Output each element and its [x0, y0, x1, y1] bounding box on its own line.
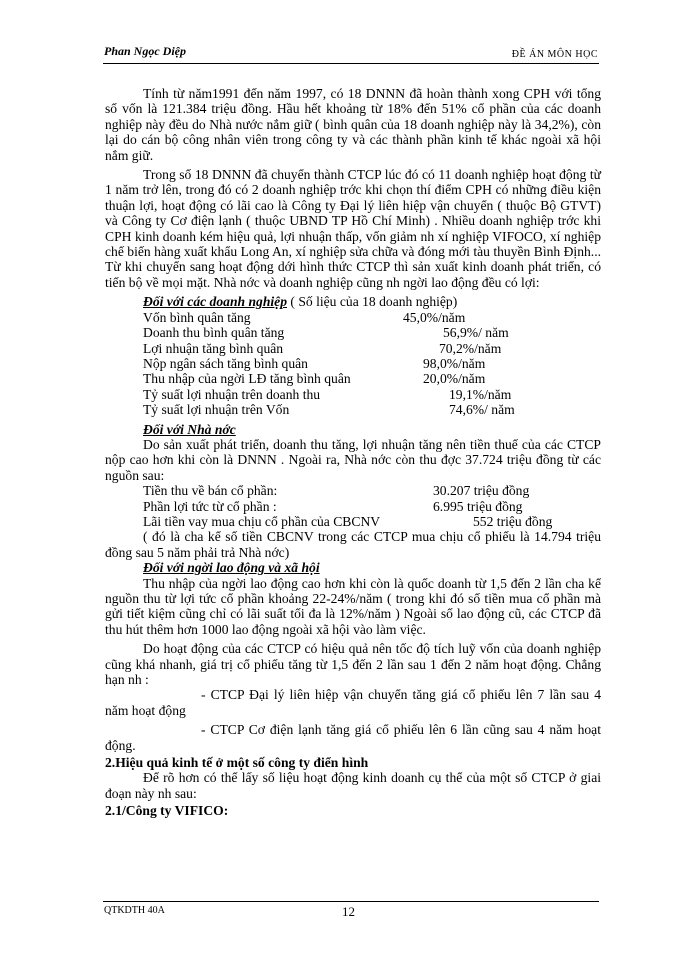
page-number: 12 — [342, 904, 355, 919]
section-enterprise-heading — [143, 294, 601, 309]
revenue-value: 6.995 triệu đồng — [433, 498, 523, 514]
paragraph-state: Do sản xuất phát triển, doanh thu tăng, lợi nhuận tăng nên tiền thuế của các CTCP nộp cao hơn khi còn là DNNN . Ngoài ra, Nhà nớc còn thu đợc 37.724 triệu đồng từ các nguồn sau: — [105, 436, 601, 483]
stat-row — [143, 402, 601, 417]
stat-value: 98,0%/năm — [423, 355, 486, 371]
stat-label: Vốn bình quân tăng — [143, 309, 251, 325]
stat-label: Lợi nhuận tăng bình quân — [143, 340, 284, 356]
footer-rule — [103, 901, 599, 902]
section-society-heading — [143, 560, 601, 575]
stat-row — [143, 387, 601, 402]
stat-label: Nộp ngân sách tăng bình quân — [143, 355, 308, 371]
section-state-heading — [143, 422, 601, 437]
section-enterprise-title: Đối với các doanh nghiệp — [143, 294, 287, 310]
heading-section-2: 2.Hiệu quả kinh tế ở một số công ty điển hình — [105, 755, 369, 771]
revenue-row — [143, 483, 601, 498]
bullet-dai-ly: - CTCP Đại lý liên hiệp vận chuyển tăng giá cổ phiếu lên 7 lần sau 4 năm hoạt động — [105, 687, 601, 718]
revenue-row — [143, 499, 601, 514]
stat-row — [143, 356, 601, 371]
revenue-label: Tiền thu về bán cổ phần: — [143, 483, 278, 499]
stat-value: 74,6%/ năm — [449, 402, 515, 418]
paragraph-intro: Tính từ năm1991 đến năm 1997, có 18 DNNN đã hoàn thành xong CPH với tổng số vốn là 121.384 triệu đồng. Hầu hết khoảng từ 18% đến 51% cổ phần của các doanh nghiệp này đều do Nhà nước nắm giữ ( bình quân của 18 doanh nghiệp này là 34,2%), còn lại do cán bộ công nhân viên trong công ty và các thành phần kinh tế khác ngoài xã hội nắm giữ. — [105, 86, 601, 163]
revenue-value: 552 triệu đồng — [473, 513, 553, 529]
footer-class-code: QTKDTH 40A — [104, 905, 165, 916]
revenue-label: Phần lợi tức từ cổ phần : — [143, 498, 277, 514]
stat-label: Tỷ suất lợi nhuận trên doanh thu — [143, 386, 321, 402]
heading-section-2-1: 2.1/Công ty VIFICO: — [105, 803, 229, 819]
revenue-value: 30.207 triệu đồng — [433, 483, 530, 499]
bullet-co-dien-lanh: - CTCP Cơ điện lạnh tăng giá cổ phiếu lên 6 lần cũng sau 4 năm hoạt động. — [105, 722, 601, 753]
section-state-title: Đối với Nhà nớc — [143, 421, 236, 437]
stat-value: 45,0%/năm — [403, 309, 466, 325]
stat-value: 19,1%/năm — [449, 386, 512, 402]
body-text — [105, 86, 601, 819]
stat-row — [143, 325, 601, 340]
stat-row — [143, 371, 601, 386]
revenue-row — [143, 514, 601, 529]
stat-label: Doanh thu bình quân tăng — [143, 325, 285, 341]
paragraph-18-dnnn: Trong số 18 DNNN đã chuyển thành CTCP lúc đó có 11 doanh nghiệp hoạt động từ 1 năm trở lên, trong đó có 2 doanh nghiệp trớc khi chọn thí điểm CPH có những điều kiện thuận lợi, hoạt động có lãi cao là Công ty Đại lý liên hiệp vận chuyển ( thuộc Bộ GTVT) và Công ty Cơ điện lạnh ( thuộc UBND TP Hồ Chí Minh) . Nhiều doanh nghiệp trớc khi CPH kinh doanh kém hiệu quả, lợi nhuận thấp, vốn giảm nh xí nghiệp VIFOCO, xí nghiệp chế biến hàng xuất khẩu Long An, xí nghiệp sửa chữa và đóng mới tàu thuyền Bình Định... Từ khi chuyển sang hoạt động dới hình thức CTCP thì sản xuất kinh doanh phát triển, có tiến bộ về mọi mặt. Nhà nớc và doanh nghiệp cũng nh ngời lao động đều có lợi: — [105, 167, 601, 290]
stat-row — [143, 310, 601, 325]
stat-value: 56,9%/ năm — [443, 325, 509, 341]
section-society-title: Đối với ngời lao động và xã hội — [143, 560, 320, 576]
paragraph-society-income: Thu nhập của ngời lao động cao hơn khi còn là quốc doanh từ 1,5 đến 2 lần cha kể nguồn thu từ lợi tức cổ phần khoảng 22-24%/năm ( trong khi đó số tiền mua cổ phần mà gửi tiết kiệm cũng chỉ có lãi suất tối đa là 12%/năm ) Ngoài số lao động cũ, các CTCP đã thu hút thêm hơn 1000 lao động ngoài xã hội vào làm việc. — [105, 575, 601, 637]
stat-label: Thu nhập của ngời LĐ tăng bình quân — [143, 371, 351, 387]
paragraph-section-2: Để rõ hơn có thể lấy số liệu hoạt động kinh doanh cụ thể của một số CTCP ở giai đoạn này nh sau: — [105, 770, 601, 801]
header-rule — [103, 63, 599, 64]
stat-label: Tỷ suất lợi nhuận trên Vốn — [143, 402, 290, 418]
stat-value: 20,0%/năm — [423, 371, 486, 387]
revenue-label: Lãi tiền vay mua chịu cổ phần của CBCNV — [143, 513, 381, 529]
section-enterprise-note: ( Số liệu của 18 doanh nghiệp) — [287, 294, 458, 310]
stat-value: 70,2%/năm — [439, 340, 502, 356]
paragraph-society-growth: Do hoạt động của các CTCP có hiệu quả nên tốc độ tích luỹ vốn của doanh nghiệp cũng khá nhanh, giá trị cổ phiếu tăng từ 1,5 đến 2 lần sau 1 đến 2 năm hoạt động. Chẳng hạn nh : — [105, 641, 601, 688]
stat-row — [143, 341, 601, 356]
header-doc-type: ĐỀ ÁN MÔN HỌC — [511, 49, 598, 60]
paragraph-state-note: ( đó là cha kể số tiền CBCNV trong các CTCP mua chịu cổ phiếu là 14.794 triệu đồng sau 5 năm phải trả Nhà nớc) — [105, 529, 601, 560]
header-author: Phan Ngọc Diệp — [104, 44, 186, 58]
